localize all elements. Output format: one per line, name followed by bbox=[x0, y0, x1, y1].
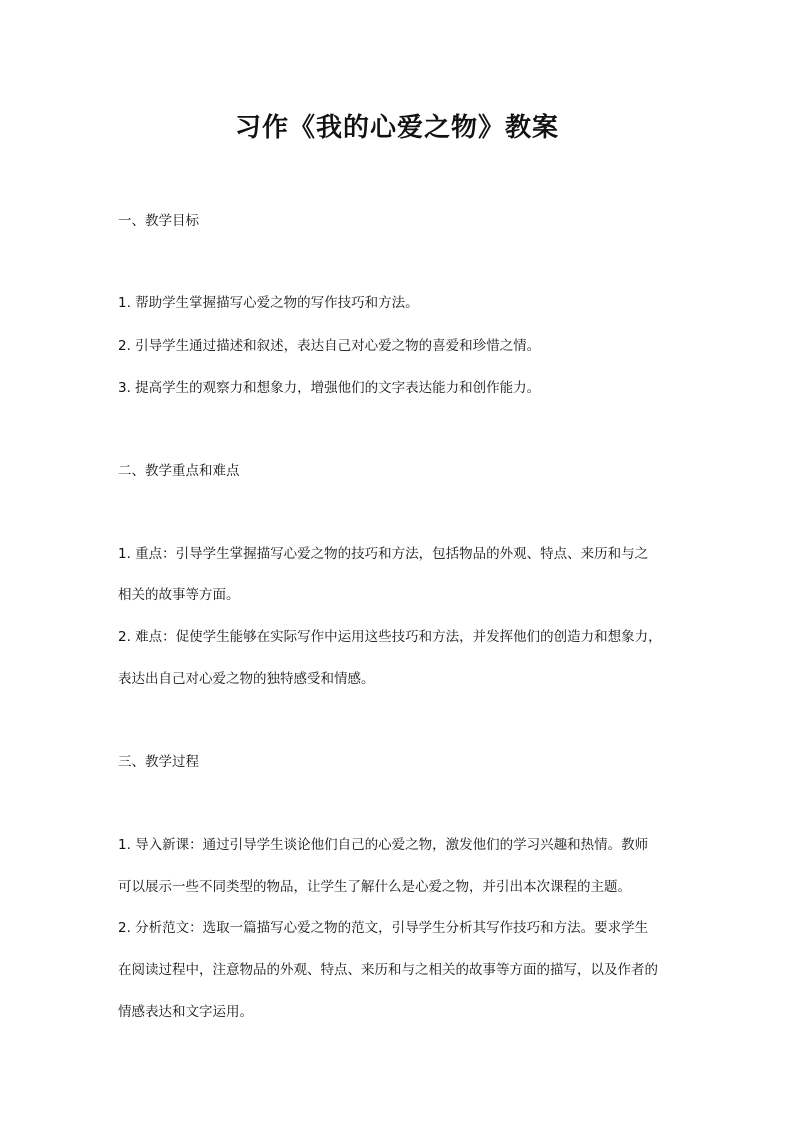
objective-item-3: 3. 提高学生的观察力和想象力，增强他们的文字表达能力和创作能力。 bbox=[118, 380, 541, 396]
process-item-1-line2: 可以展示一些不同类型的物品，让学生了解什么是心爱之物，并引出本次课程的主题。 bbox=[118, 879, 631, 895]
key-point-item-2-line1: 2. 难点：促使学生能够在实际写作中运用这些技巧和方法，并发挥他们的创造力和想象力， bbox=[118, 629, 662, 645]
key-point-item-2-line2: 表达出自己对心爱之物的独特感受和情感。 bbox=[118, 671, 375, 687]
objective-item-2: 2. 引导学生通过描述和叙述，表达自己对心爱之物的喜爱和珍惜之情。 bbox=[118, 338, 541, 354]
process-item-2-line2: 在阅读过程中，注意物品的外观、特点、来历和与之相关的故事等方面的描写，以及作者的 bbox=[118, 962, 658, 978]
key-point-item-1-line2: 相关的故事等方面。 bbox=[118, 587, 240, 603]
section-heading-key-points: 二、教学重点和难点 bbox=[118, 463, 240, 479]
process-item-2-line1: 2. 分析范文：选取一篇描写心爱之物的范文，引导学生分析其写作技巧和方法。要求学生 bbox=[118, 920, 649, 936]
document-title: 习作《我的心爱之物》教案 bbox=[234, 113, 559, 143]
section-heading-objectives: 一、教学目标 bbox=[118, 213, 199, 229]
process-item-1-line1: 1. 导入新课：通过引导学生谈论他们自己的心爱之物，激发他们的学习兴趣和热情。教师 bbox=[118, 837, 649, 853]
key-point-item-1-line1: 1. 重点：引导学生掌握描写心爱之物的技巧和方法，包括物品的外观、特点、来历和与之 bbox=[118, 546, 649, 562]
objective-item-1: 1. 帮助学生掌握描写心爱之物的写作技巧和方法。 bbox=[118, 295, 419, 311]
section-heading-process: 三、教学过程 bbox=[118, 754, 199, 770]
process-item-2-line3: 情感表达和文字运用。 bbox=[118, 1004, 253, 1020]
